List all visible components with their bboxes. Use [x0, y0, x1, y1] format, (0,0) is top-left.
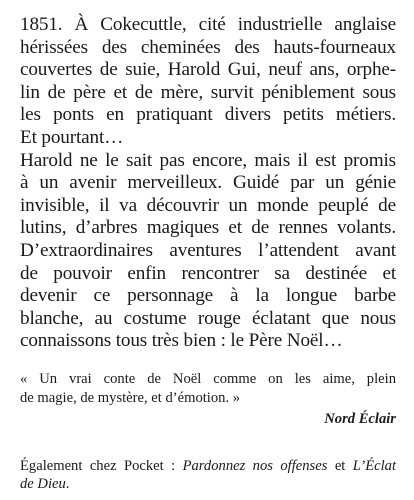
synopsis — [20, 14, 396, 353]
also-available-connector: et — [327, 457, 353, 474]
synopsis-line: à un avenir merveilleux. Guidé par un génie — [20, 172, 396, 194]
press-quote — [20, 370, 396, 408]
synopsis-line: couvertes de suie, Harold Gui, neuf ans, orphe- — [20, 59, 396, 81]
book-title: de Dieu — [20, 476, 66, 493]
synopsis-line: Harold ne le sait pas encore, mais il est promis — [20, 149, 396, 171]
synopsis-line: blanche, au costume rouge éclatant que nous — [20, 307, 396, 329]
also-available — [20, 457, 396, 494]
synopsis-line: connaissons tous très bien : le Père Noël… — [20, 330, 343, 352]
press-quote-line: « Un vrai conte de Noël comme on les aime, plein — [20, 370, 396, 387]
synopsis-line: D’extraordinaires aventures l’attendent avant — [20, 239, 396, 261]
synopsis-line: lutins, d’arbres magiques et de rennes volants. — [20, 217, 396, 239]
synopsis-line: devenir ce personnage à la longue barbe — [20, 285, 396, 307]
synopsis-line: invisible, il va découvrir un monde peuplé de — [20, 194, 396, 216]
press-quote-source: Nord Éclair — [324, 410, 396, 427]
also-available-line — [20, 457, 396, 476]
also-available-end: . — [65, 476, 70, 493]
synopsis-line: les ponts en pratiquant divers petits métiers. — [20, 104, 396, 126]
synopsis-line: Et pourtant… — [20, 126, 124, 148]
also-available-prefix: Également chez Pocket : — [20, 457, 183, 474]
press-quote-line: de magie, de mystère, et d’émotion. » — [20, 389, 241, 406]
book-title: Pardonnez nos offenses — [182, 457, 328, 474]
book-title: L’Éclat — [352, 457, 397, 474]
synopsis-line: lin de père et de mère, survit péniblement sous — [20, 81, 396, 103]
synopsis-line: hérissées des cheminées des hauts-fourneaux — [20, 36, 396, 58]
synopsis-line: 1851. À Cokecuttle, cité industrielle anglaise — [20, 14, 396, 35]
synopsis-line: de pouvoir enfin rencontrer sa destinée et — [20, 262, 396, 284]
